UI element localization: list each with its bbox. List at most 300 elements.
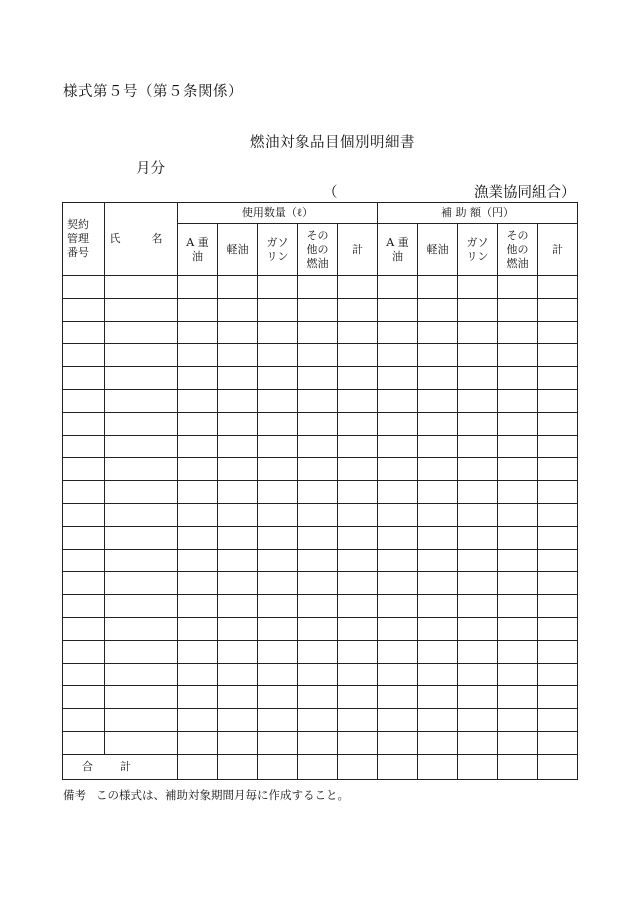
value-cell[interactable]: [218, 572, 258, 595]
header-subsidy-amount: 補 助 額（円）: [378, 203, 578, 224]
value-cell[interactable]: [298, 663, 338, 686]
value-cell[interactable]: [338, 503, 378, 526]
value-cell[interactable]: [538, 389, 578, 412]
value-cell[interactable]: [298, 595, 338, 618]
value-cell[interactable]: [538, 344, 578, 367]
value-cell[interactable]: [298, 389, 338, 412]
contract-number-cell[interactable]: [63, 549, 105, 572]
header-name: 氏 名: [105, 203, 178, 276]
value-cell[interactable]: [538, 481, 578, 504]
organization-open-paren: （: [323, 185, 338, 201]
value-cell[interactable]: [338, 298, 378, 321]
value-cell[interactable]: [258, 298, 298, 321]
value-cell[interactable]: [418, 663, 458, 686]
header-subsidy-total: 計: [538, 224, 578, 276]
value-cell[interactable]: [418, 321, 458, 344]
fuel-detail-table: [62, 202, 578, 780]
value-cell[interactable]: [218, 298, 258, 321]
value-cell[interactable]: [338, 367, 378, 390]
value-cell[interactable]: [458, 481, 498, 504]
value-cell[interactable]: [258, 595, 298, 618]
table-row: [63, 731, 578, 754]
value-cell[interactable]: [418, 617, 458, 640]
value-cell[interactable]: [538, 549, 578, 572]
total-row: [63, 754, 578, 779]
value-cell[interactable]: [178, 572, 218, 595]
value-cell[interactable]: [298, 572, 338, 595]
value-cell[interactable]: [498, 344, 538, 367]
header-usage-a-heavy-oil: A 重 油: [178, 224, 218, 276]
value-cell[interactable]: [178, 412, 218, 435]
header-subsidy-other-fuel: その 他の 燃油: [498, 224, 538, 276]
value-cell[interactable]: [338, 412, 378, 435]
value-cell[interactable]: [218, 549, 258, 572]
value-cell[interactable]: [178, 321, 218, 344]
value-cell[interactable]: [378, 412, 418, 435]
value-cell[interactable]: [258, 709, 298, 732]
contract-number-cell[interactable]: [63, 686, 105, 709]
value-cell[interactable]: [418, 412, 458, 435]
value-cell[interactable]: [338, 731, 378, 754]
remarks-note: [63, 787, 349, 803]
value-cell[interactable]: [418, 640, 458, 663]
value-cell[interactable]: [178, 344, 218, 367]
value-cell[interactable]: [218, 412, 258, 435]
value-cell[interactable]: [178, 617, 218, 640]
contract-number-cell[interactable]: [63, 389, 105, 412]
value-cell[interactable]: [538, 298, 578, 321]
value-cell[interactable]: [218, 367, 258, 390]
value-cell[interactable]: [458, 526, 498, 549]
document-title: 燃油対象品目個別明細書: [250, 135, 415, 151]
value-cell[interactable]: [418, 595, 458, 618]
value-cell[interactable]: [178, 731, 218, 754]
contract-number-cell[interactable]: [63, 709, 105, 732]
value-cell[interactable]: [498, 458, 538, 481]
contract-number-cell[interactable]: [63, 663, 105, 686]
contract-number-cell[interactable]: [63, 526, 105, 549]
contract-number-cell[interactable]: [63, 503, 105, 526]
value-cell[interactable]: [538, 731, 578, 754]
value-cell[interactable]: [418, 481, 458, 504]
value-cell[interactable]: [418, 367, 458, 390]
value-cell[interactable]: [458, 412, 498, 435]
value-cell[interactable]: [538, 367, 578, 390]
value-cell[interactable]: [498, 435, 538, 458]
value-cell[interactable]: [298, 640, 338, 663]
contract-number-cell[interactable]: [63, 595, 105, 618]
value-cell[interactable]: [258, 367, 298, 390]
contract-number-cell[interactable]: [63, 298, 105, 321]
value-cell[interactable]: [298, 276, 338, 299]
value-cell[interactable]: [298, 298, 338, 321]
table-row: [63, 663, 578, 686]
value-cell[interactable]: [538, 458, 578, 481]
value-cell[interactable]: [538, 276, 578, 299]
value-cell[interactable]: [338, 686, 378, 709]
value-cell[interactable]: [258, 321, 298, 344]
value-cell[interactable]: [378, 503, 418, 526]
value-cell[interactable]: [338, 458, 378, 481]
value-cell[interactable]: [378, 276, 418, 299]
value-cell[interactable]: [458, 731, 498, 754]
value-cell[interactable]: [298, 344, 338, 367]
name-cell[interactable]: [105, 663, 178, 686]
value-cell[interactable]: [378, 481, 418, 504]
value-cell[interactable]: [178, 663, 218, 686]
value-cell[interactable]: [218, 595, 258, 618]
value-cell[interactable]: [218, 481, 258, 504]
value-cell[interactable]: [258, 481, 298, 504]
month-label: 月分: [136, 161, 165, 177]
value-cell[interactable]: [178, 503, 218, 526]
value-cell[interactable]: [258, 617, 298, 640]
value-cell[interactable]: [498, 321, 538, 344]
value-cell[interactable]: [498, 549, 538, 572]
value-cell[interactable]: [258, 549, 298, 572]
value-cell[interactable]: [498, 640, 538, 663]
value-cell[interactable]: [498, 389, 538, 412]
value-cell[interactable]: [418, 344, 458, 367]
value-cell[interactable]: [218, 389, 258, 412]
value-cell[interactable]: [418, 276, 458, 299]
value-cell[interactable]: [178, 367, 218, 390]
header-usage-gasoline: ガソ リン: [258, 224, 298, 276]
value-cell[interactable]: [378, 458, 418, 481]
value-cell[interactable]: [298, 686, 338, 709]
value-cell[interactable]: [178, 595, 218, 618]
value-cell[interactable]: [338, 435, 378, 458]
value-cell[interactable]: [258, 572, 298, 595]
value-cell[interactable]: [498, 412, 538, 435]
table-row: [63, 503, 578, 526]
value-cell[interactable]: [378, 298, 418, 321]
value-cell[interactable]: [258, 458, 298, 481]
value-cell[interactable]: [218, 321, 258, 344]
value-cell[interactable]: [178, 549, 218, 572]
value-cell[interactable]: [498, 481, 538, 504]
value-cell[interactable]: [338, 595, 378, 618]
value-cell[interactable]: [338, 276, 378, 299]
table-row: [63, 640, 578, 663]
value-cell[interactable]: [538, 526, 578, 549]
total-cell[interactable]: [178, 754, 218, 779]
value-cell[interactable]: [498, 663, 538, 686]
table-row: [63, 617, 578, 640]
header-subsidy-a-heavy-oil: A 重 油: [378, 224, 418, 276]
contract-number-cell[interactable]: [63, 458, 105, 481]
value-cell[interactable]: [538, 412, 578, 435]
contract-number-cell[interactable]: [63, 321, 105, 344]
value-cell[interactable]: [178, 686, 218, 709]
value-cell[interactable]: [258, 686, 298, 709]
value-cell[interactable]: [218, 344, 258, 367]
value-cell[interactable]: [458, 276, 498, 299]
value-cell[interactable]: [498, 503, 538, 526]
contract-number-cell[interactable]: [63, 435, 105, 458]
value-cell[interactable]: [338, 481, 378, 504]
value-cell[interactable]: [258, 663, 298, 686]
table-row: [63, 435, 578, 458]
value-cell[interactable]: [218, 526, 258, 549]
contract-number-cell[interactable]: [63, 412, 105, 435]
value-cell[interactable]: [378, 367, 418, 390]
name-cell[interactable]: [105, 617, 178, 640]
contract-number-cell[interactable]: [63, 344, 105, 367]
name-cell[interactable]: [105, 731, 178, 754]
value-cell[interactable]: [458, 640, 498, 663]
value-cell[interactable]: [418, 298, 458, 321]
value-cell[interactable]: [498, 595, 538, 618]
contract-number-cell[interactable]: [63, 640, 105, 663]
table-row: [63, 298, 578, 321]
contract-number-cell[interactable]: [63, 367, 105, 390]
value-cell[interactable]: [378, 549, 418, 572]
value-cell[interactable]: [538, 663, 578, 686]
value-cell[interactable]: [498, 276, 538, 299]
value-cell[interactable]: [458, 709, 498, 732]
value-cell[interactable]: [378, 344, 418, 367]
table-row: [63, 389, 578, 412]
remarks-label: 備考: [63, 788, 86, 802]
total-cell[interactable]: [418, 754, 458, 779]
value-cell[interactable]: [218, 686, 258, 709]
value-cell[interactable]: [458, 458, 498, 481]
name-cell[interactable]: [105, 640, 178, 663]
value-cell[interactable]: [458, 367, 498, 390]
value-cell[interactable]: [538, 617, 578, 640]
header-usage-quantity: 使用数量（ℓ）: [178, 203, 378, 224]
value-cell[interactable]: [338, 663, 378, 686]
value-cell[interactable]: [458, 389, 498, 412]
value-cell[interactable]: [338, 549, 378, 572]
contract-number-cell[interactable]: [63, 481, 105, 504]
value-cell[interactable]: [298, 481, 338, 504]
value-cell[interactable]: [538, 640, 578, 663]
total-cell[interactable]: [498, 754, 538, 779]
value-cell[interactable]: [418, 572, 458, 595]
form-number: 様式第５号（第５条関係）: [63, 84, 243, 100]
value-cell[interactable]: [258, 526, 298, 549]
name-cell[interactable]: [105, 412, 178, 435]
table-row: [63, 572, 578, 595]
contract-number-cell[interactable]: [63, 276, 105, 299]
name-cell[interactable]: [105, 389, 178, 412]
table-row: [63, 321, 578, 344]
value-cell[interactable]: [298, 367, 338, 390]
value-cell[interactable]: [498, 686, 538, 709]
value-cell[interactable]: [298, 549, 338, 572]
value-cell[interactable]: [298, 617, 338, 640]
table-row: [63, 526, 578, 549]
value-cell[interactable]: [498, 367, 538, 390]
value-cell[interactable]: [458, 595, 498, 618]
value-cell[interactable]: [498, 298, 538, 321]
value-cell[interactable]: [298, 321, 338, 344]
value-cell[interactable]: [338, 572, 378, 595]
value-cell[interactable]: [178, 709, 218, 732]
table-row: [63, 481, 578, 504]
value-cell[interactable]: [218, 663, 258, 686]
value-cell[interactable]: [378, 663, 418, 686]
name-cell[interactable]: [105, 549, 178, 572]
contract-number-cell[interactable]: [63, 617, 105, 640]
total-cell[interactable]: [458, 754, 498, 779]
value-cell[interactable]: [258, 344, 298, 367]
value-cell[interactable]: [418, 503, 458, 526]
value-cell[interactable]: [258, 435, 298, 458]
value-cell[interactable]: [458, 663, 498, 686]
value-cell[interactable]: [378, 435, 418, 458]
value-cell[interactable]: [218, 503, 258, 526]
value-cell[interactable]: [258, 412, 298, 435]
table-body: [63, 276, 578, 755]
value-cell[interactable]: [338, 617, 378, 640]
value-cell[interactable]: [458, 321, 498, 344]
value-cell[interactable]: [418, 389, 458, 412]
value-cell[interactable]: [178, 389, 218, 412]
contract-number-cell[interactable]: [63, 572, 105, 595]
value-cell[interactable]: [178, 526, 218, 549]
value-cell[interactable]: [218, 435, 258, 458]
value-cell[interactable]: [258, 503, 298, 526]
value-cell[interactable]: [298, 458, 338, 481]
value-cell[interactable]: [218, 458, 258, 481]
value-cell[interactable]: [258, 731, 298, 754]
value-cell[interactable]: [178, 458, 218, 481]
value-cell[interactable]: [298, 526, 338, 549]
value-cell[interactable]: [298, 412, 338, 435]
value-cell[interactable]: [498, 526, 538, 549]
value-cell[interactable]: [498, 572, 538, 595]
total-cell[interactable]: [338, 754, 378, 779]
name-cell[interactable]: [105, 367, 178, 390]
value-cell[interactable]: [458, 617, 498, 640]
name-cell[interactable]: [105, 686, 178, 709]
name-cell[interactable]: [105, 481, 178, 504]
value-cell[interactable]: [178, 298, 218, 321]
name-cell[interactable]: [105, 276, 178, 299]
value-cell[interactable]: [458, 686, 498, 709]
value-cell[interactable]: [218, 617, 258, 640]
name-cell[interactable]: [105, 503, 178, 526]
total-cell[interactable]: [298, 754, 338, 779]
value-cell[interactable]: [418, 526, 458, 549]
value-cell[interactable]: [378, 595, 418, 618]
value-cell[interactable]: [378, 526, 418, 549]
table-row: [63, 344, 578, 367]
value-cell[interactable]: [378, 731, 418, 754]
contract-number-cell[interactable]: [63, 731, 105, 754]
value-cell[interactable]: [538, 503, 578, 526]
value-cell[interactable]: [338, 389, 378, 412]
value-cell[interactable]: [298, 435, 338, 458]
value-cell[interactable]: [218, 276, 258, 299]
total-cell[interactable]: [258, 754, 298, 779]
remarks-text: この様式は、補助対象期間月毎に作成すること。: [96, 788, 349, 802]
value-cell[interactable]: [418, 549, 458, 572]
header-subsidy-light-oil: 軽油: [418, 224, 458, 276]
total-cell[interactable]: [538, 754, 578, 779]
value-cell[interactable]: [498, 617, 538, 640]
value-cell[interactable]: [338, 709, 378, 732]
name-cell[interactable]: [105, 526, 178, 549]
value-cell[interactable]: [538, 435, 578, 458]
value-cell[interactable]: [258, 276, 298, 299]
name-cell[interactable]: [105, 595, 178, 618]
value-cell[interactable]: [458, 572, 498, 595]
value-cell[interactable]: [258, 389, 298, 412]
value-cell[interactable]: [258, 640, 298, 663]
value-cell[interactable]: [418, 686, 458, 709]
value-cell[interactable]: [538, 572, 578, 595]
value-cell[interactable]: [218, 640, 258, 663]
value-cell[interactable]: [538, 595, 578, 618]
name-cell[interactable]: [105, 709, 178, 732]
value-cell[interactable]: [218, 731, 258, 754]
table-row: [63, 686, 578, 709]
name-cell[interactable]: [105, 458, 178, 481]
value-cell[interactable]: [178, 481, 218, 504]
value-cell[interactable]: [378, 389, 418, 412]
value-cell[interactable]: [378, 686, 418, 709]
name-cell[interactable]: [105, 298, 178, 321]
total-cell[interactable]: [378, 754, 418, 779]
table-row: [63, 367, 578, 390]
value-cell[interactable]: [378, 572, 418, 595]
total-cell[interactable]: [218, 754, 258, 779]
value-cell[interactable]: [378, 321, 418, 344]
value-cell[interactable]: [418, 435, 458, 458]
value-cell[interactable]: [538, 321, 578, 344]
name-cell[interactable]: [105, 435, 178, 458]
value-cell[interactable]: [298, 709, 338, 732]
value-cell[interactable]: [338, 526, 378, 549]
value-cell[interactable]: [218, 709, 258, 732]
value-cell[interactable]: [418, 731, 458, 754]
value-cell[interactable]: [378, 709, 418, 732]
value-cell[interactable]: [458, 503, 498, 526]
header-subsidy-gasoline: ガソ リン: [458, 224, 498, 276]
name-cell[interactable]: [105, 321, 178, 344]
value-cell[interactable]: [538, 686, 578, 709]
value-cell[interactable]: [178, 276, 218, 299]
value-cell[interactable]: [178, 640, 218, 663]
value-cell[interactable]: [458, 344, 498, 367]
value-cell[interactable]: [458, 549, 498, 572]
value-cell[interactable]: [298, 731, 338, 754]
value-cell[interactable]: [178, 435, 218, 458]
value-cell[interactable]: [338, 321, 378, 344]
value-cell[interactable]: [418, 709, 458, 732]
value-cell[interactable]: [498, 709, 538, 732]
value-cell[interactable]: [378, 617, 418, 640]
value-cell[interactable]: [538, 709, 578, 732]
value-cell[interactable]: [458, 298, 498, 321]
value-cell[interactable]: [498, 731, 538, 754]
value-cell[interactable]: [418, 458, 458, 481]
name-cell[interactable]: [105, 572, 178, 595]
value-cell[interactable]: [338, 344, 378, 367]
table-row: [63, 276, 578, 299]
value-cell[interactable]: [378, 640, 418, 663]
value-cell[interactable]: [298, 503, 338, 526]
header-usage-total: 計: [338, 224, 378, 276]
value-cell[interactable]: [338, 640, 378, 663]
name-cell[interactable]: [105, 344, 178, 367]
value-cell[interactable]: [458, 435, 498, 458]
header-usage-other-fuel: その 他の 燃油: [298, 224, 338, 276]
